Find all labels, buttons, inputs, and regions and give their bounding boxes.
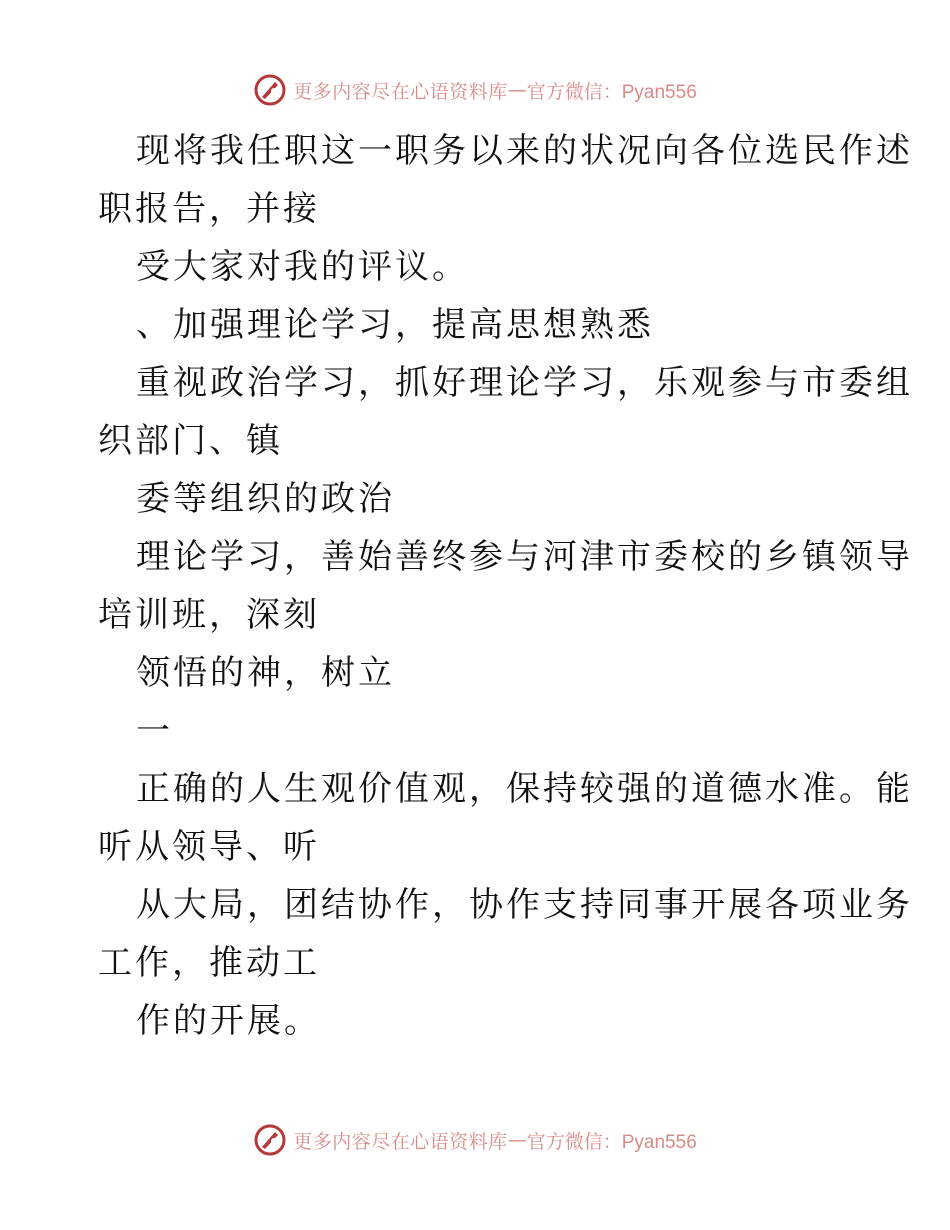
text-line: 重视政治学习，抓好理论学习，乐观参与市委组 xyxy=(136,363,913,403)
text-line: 委等组织的政治 xyxy=(136,479,395,519)
banner-separator: — xyxy=(507,79,527,101)
banner-text: 更多内容尽在心语资料库 xyxy=(293,1130,508,1153)
pen-circle-icon xyxy=(253,1123,287,1157)
footer-banner xyxy=(0,1118,950,1162)
pen-circle-icon xyxy=(253,73,287,107)
text-line: 从大局，团结协作，协作支持同事开展各项业务 xyxy=(136,885,913,925)
banner-wechat: 官方微信：Pyan556 xyxy=(526,81,697,103)
text-line: 受大家对我的评议。 xyxy=(136,247,469,287)
banner-wechat: 官方微信：Pyan556 xyxy=(526,1131,697,1153)
text-line: 职报告，并接 xyxy=(98,189,320,229)
banner-separator: — xyxy=(507,1129,527,1151)
section-heading: 、加强理论学习，提高思想熟悉 xyxy=(136,305,654,345)
text-line: 领悟的神，树立 xyxy=(136,653,395,693)
text-line: 培训班，深刻 xyxy=(98,595,320,635)
header-banner xyxy=(0,68,950,112)
text-line: 一 xyxy=(136,711,173,751)
text-line: 现将我任职这一职务以来的状况向各位选民作述 xyxy=(136,131,913,171)
document-body xyxy=(98,122,913,1050)
banner-text: 更多内容尽在心语资料库 xyxy=(293,80,508,103)
text-line: 工作，推动工 xyxy=(98,943,320,983)
text-line: 听从领导、听 xyxy=(98,827,320,867)
text-line: 理论学习，善始善终参与河津市委校的乡镇领导 xyxy=(136,537,913,577)
text-line: 织部门、镇 xyxy=(98,421,283,461)
text-line: 正确的人生观价值观，保持较强的道德水准。能 xyxy=(136,769,913,809)
text-line: 作的开展。 xyxy=(136,1001,321,1041)
